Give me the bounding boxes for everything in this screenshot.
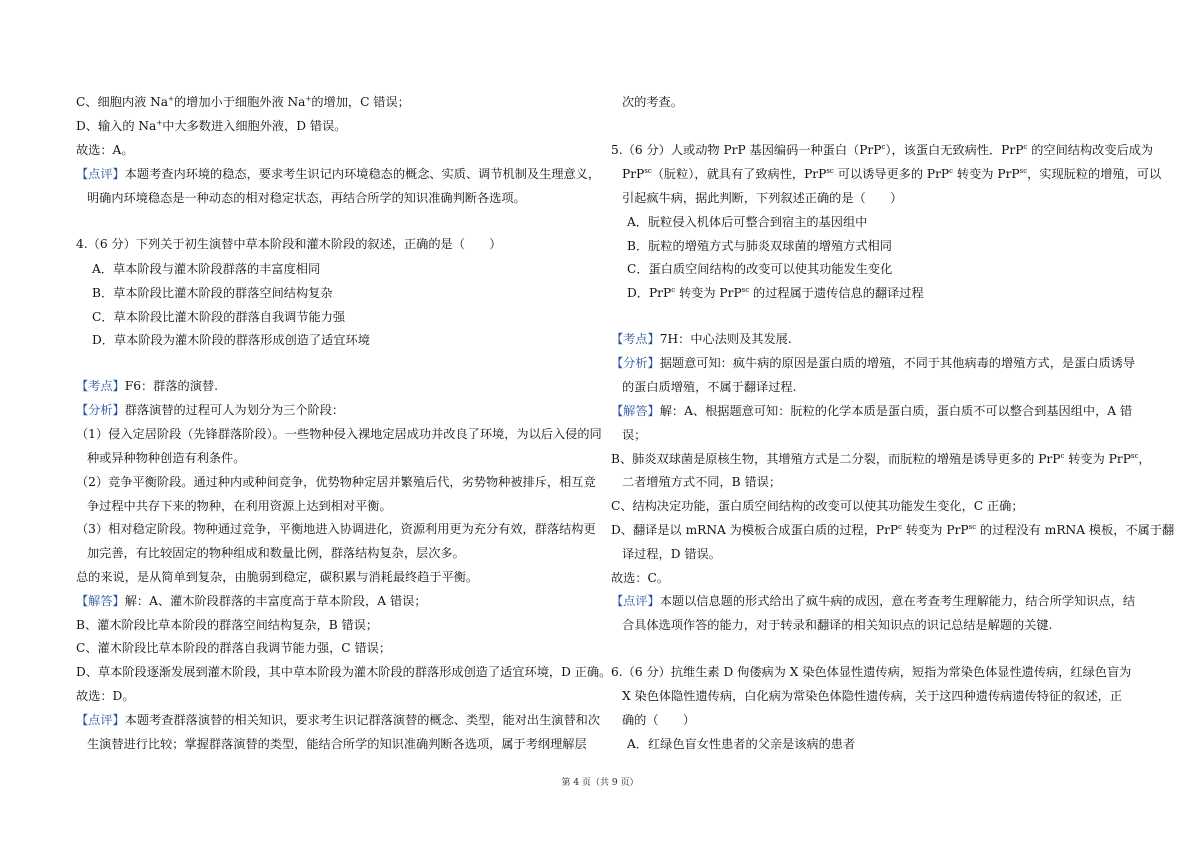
q5-kaodian: 【考点】7H：中心法则及其发展. bbox=[611, 332, 792, 346]
q6-stem-line3: 确的（ ） bbox=[622, 713, 696, 727]
q4-sol-d: D、草本阶段逐渐发展到灌木阶段，其中草本阶段为灌木阶段的群落形成创造了适宜环境，D 正确。 bbox=[76, 665, 612, 679]
q5-stem-line3: 引起疯牛病，据此判断，下列叙述正确的是（ ） bbox=[622, 191, 903, 205]
q5-fenxi: 【分析】据题意可知：疯牛病的原因是蛋白质的增殖，不同于其他病毒的增殖方式，是蛋白质诱导 bbox=[611, 356, 1136, 370]
q6-stem-line2: X 染色体隐性遗传病，白化病为常染色体隐性遗传病，关于这四种遗传病遗传特征的叙述，正 bbox=[622, 689, 1123, 703]
q4-stage2: （2）竞争平衡阶段。通过种内或种间竞争，优势物种定居并繁殖后代，劣势物种被排斥，相互竞 bbox=[76, 475, 596, 489]
q5-review-cont: 合具体选项作答的能力，对于转录和翻译的相关知识点的识记总结是解题的关键. bbox=[622, 618, 1053, 632]
q4-answer: 故选：D。 bbox=[76, 689, 135, 703]
q4-stage3: （3）相对稳定阶段。物种通过竞争，平衡地进入协调进化，资源利用更为充分有效，群落结构更 bbox=[76, 522, 596, 536]
q4-fenxi: 【分析】群落演替的过程可人为划分为三个阶段： bbox=[76, 403, 345, 417]
q4-stage2-cont: 争过程中共存下来的物种，在利用资源上达到相对平衡。 bbox=[87, 499, 392, 513]
q4-option-c: C．草本阶段比灌木阶段的群落自我调节能力强 bbox=[92, 310, 346, 324]
page-footer: 第 4 页（共 9 页） bbox=[561, 778, 639, 788]
q5-option-b: B．朊粒的增殖方式与肺炎双球菌的增殖方式相同 bbox=[627, 239, 892, 253]
q4-review: 【点评】本题考查群落演替的相关知识，要求考生识记群落演替的概念、类型，能对出生演替和次 bbox=[76, 713, 601, 727]
q3-option-c-line: C、细胞内液 Na+的增加小于细胞外液 Na+的增加，C 错误； bbox=[76, 94, 410, 109]
q4-jieda: 【解答】解：A、灌木阶段群落的丰富度高于草本阶段，A 错误； bbox=[76, 594, 427, 608]
q4-option-d: D．草本阶段为灌木阶段的群落形成创造了适宜环境 bbox=[92, 333, 370, 347]
kaodian-tag: 【考点】 bbox=[611, 332, 660, 346]
fenxi-tag: 【分析】 bbox=[76, 403, 125, 417]
q3-review-cont: 明确内环境稳态是一种动态的相对稳定状态，再结合所学的知识准确判断各选项。 bbox=[87, 191, 526, 205]
q4-option-a: A．草本阶段与灌木阶段群落的丰富度相同 bbox=[92, 262, 321, 276]
q4-kaodian: 【考点】F6：群落的演替. bbox=[76, 379, 218, 393]
q6-option-a: A．红绿色盲女性患者的父亲是该病的患者 bbox=[627, 737, 856, 751]
q5-sol-b: B、肺炎双球菌是原核生物，其增殖方式是二分裂，而朊粒的增殖是诱导更多的 PrP$^c$ 转变为 PrP$^{sc}$， bbox=[611, 451, 1151, 466]
q5-stem-line2: PrP$^{sc}$（朊粒），就具有了致病性，PrP$^{sc}$ 可以诱导更多的 PrP$^c$ 转变为 PrP$^{sc}$，实现朊粒的增殖，可以 bbox=[622, 166, 1162, 181]
q4-stage3-cont: 加完善，有比较固定的物种组成和数量比例，群落结构复杂，层次多。 bbox=[87, 546, 465, 560]
q5-sol-c: C、结构决定功能，蛋白质空间结构的改变可以使其功能发生变化，C 正确； bbox=[611, 499, 1024, 513]
q5-option-c: C．蛋白质空间结构的改变可以使其功能发生变化 bbox=[627, 262, 893, 276]
jieda-tag: 【解答】 bbox=[76, 594, 125, 608]
kaodian-tag: 【考点】 bbox=[76, 379, 125, 393]
q5-option-a: A．朊粒侵入机体后可整合到宿主的基因组中 bbox=[627, 215, 868, 229]
q3-option-d-line: D、输入的 Na+中大多数进入细胞外液，D 错误。 bbox=[76, 118, 347, 133]
fenxi-tag: 【分析】 bbox=[611, 356, 660, 370]
q4-stage1-cont: 种或异种物种创造有利条件。 bbox=[87, 451, 246, 465]
review-tag: 【点评】 bbox=[611, 594, 660, 608]
review-tag: 【点评】 bbox=[76, 713, 125, 727]
q4-stem: 4.（6 分）下列关于初生演替中草本阶段和灌木阶段的叙述，正确的是（ ） bbox=[76, 237, 502, 251]
q4-summary: 总的来说，是从简单到复杂，由脆弱到稳定，碳积累与消耗最终趋于平衡。 bbox=[76, 570, 479, 584]
q5-answer: 故选：C。 bbox=[611, 571, 670, 585]
q5-sol-b-cont: 二者增殖方式不同，B 错误； bbox=[622, 475, 782, 489]
q5-sol-d-cont: 译过程，D 错误。 bbox=[622, 547, 721, 561]
q4-review-cont: 生演替进行比较；掌握群落演替的类型，能结合所学的知识准确判断各选项，属于考纲理解层 bbox=[87, 737, 587, 751]
q5-jieda-cont: 误； bbox=[622, 428, 647, 442]
q4-review-end: 次的考查。 bbox=[622, 95, 683, 109]
q5-jieda: 【解答】解：A、根据题意可知：朊粒的化学本质是蛋白质，蛋白质不可以整合到基因组中，A 错 bbox=[611, 404, 1133, 418]
review-tag: 【点评】 bbox=[76, 167, 125, 181]
q3-review: 【点评】本题考查内环境的稳态，要求考生识记内环境稳态的概念、实质、调节机制及生理意义， bbox=[76, 167, 601, 181]
q4-stage1: （1）侵入定居阶段（先锋群落阶段）。一些物种侵入裸地定居成功并改良了环境，为以后入侵的同 bbox=[76, 427, 602, 441]
jieda-tag: 【解答】 bbox=[611, 404, 660, 418]
q5-review: 【点评】本题以信息题的形式给出了疯牛病的成因，意在考查考生理解能力，结合所学知识点，结 bbox=[611, 594, 1136, 608]
q5-stem-line1: 5.（6 分）人或动物 PrP 基因编码一种蛋白（PrP$^c$），该蛋白无致病性．PrP$^c$ 的空间结构改变后成为 bbox=[611, 142, 1154, 157]
q5-option-d: D．PrP$^c$ 转变为 PrP$^{sc}$ 的过程属于遗传信息的翻译过程 bbox=[627, 285, 924, 300]
q4-sol-c: C、灌木阶段比草本阶段的群落自我调节能力强，C 错误； bbox=[76, 641, 392, 655]
q4-option-b: B．草本阶段比灌木阶段的群落空间结构复杂 bbox=[92, 286, 333, 300]
q3-answer: 故选：A。 bbox=[76, 143, 134, 157]
q6-stem-line1: 6.（6 分）抗维生素 D 佝偻病为 X 染色体显性遗传病，短指为常染色体显性遗传病，红绿色盲为 bbox=[611, 665, 1132, 679]
q4-sol-b: B、灌木阶段比草本阶段的群落空间结构复杂，B 错误； bbox=[76, 618, 379, 632]
q5-sol-d: D、翻译是以 mRNA 为模板合成蛋白质的过程，PrP$^c$ 转变为 PrP$^{sc}$ 的过程没有 mRNA 模板，不属于翻 bbox=[611, 522, 1175, 537]
q5-fenxi-cont: 的蛋白质增殖，不属于翻译过程. bbox=[622, 380, 797, 394]
